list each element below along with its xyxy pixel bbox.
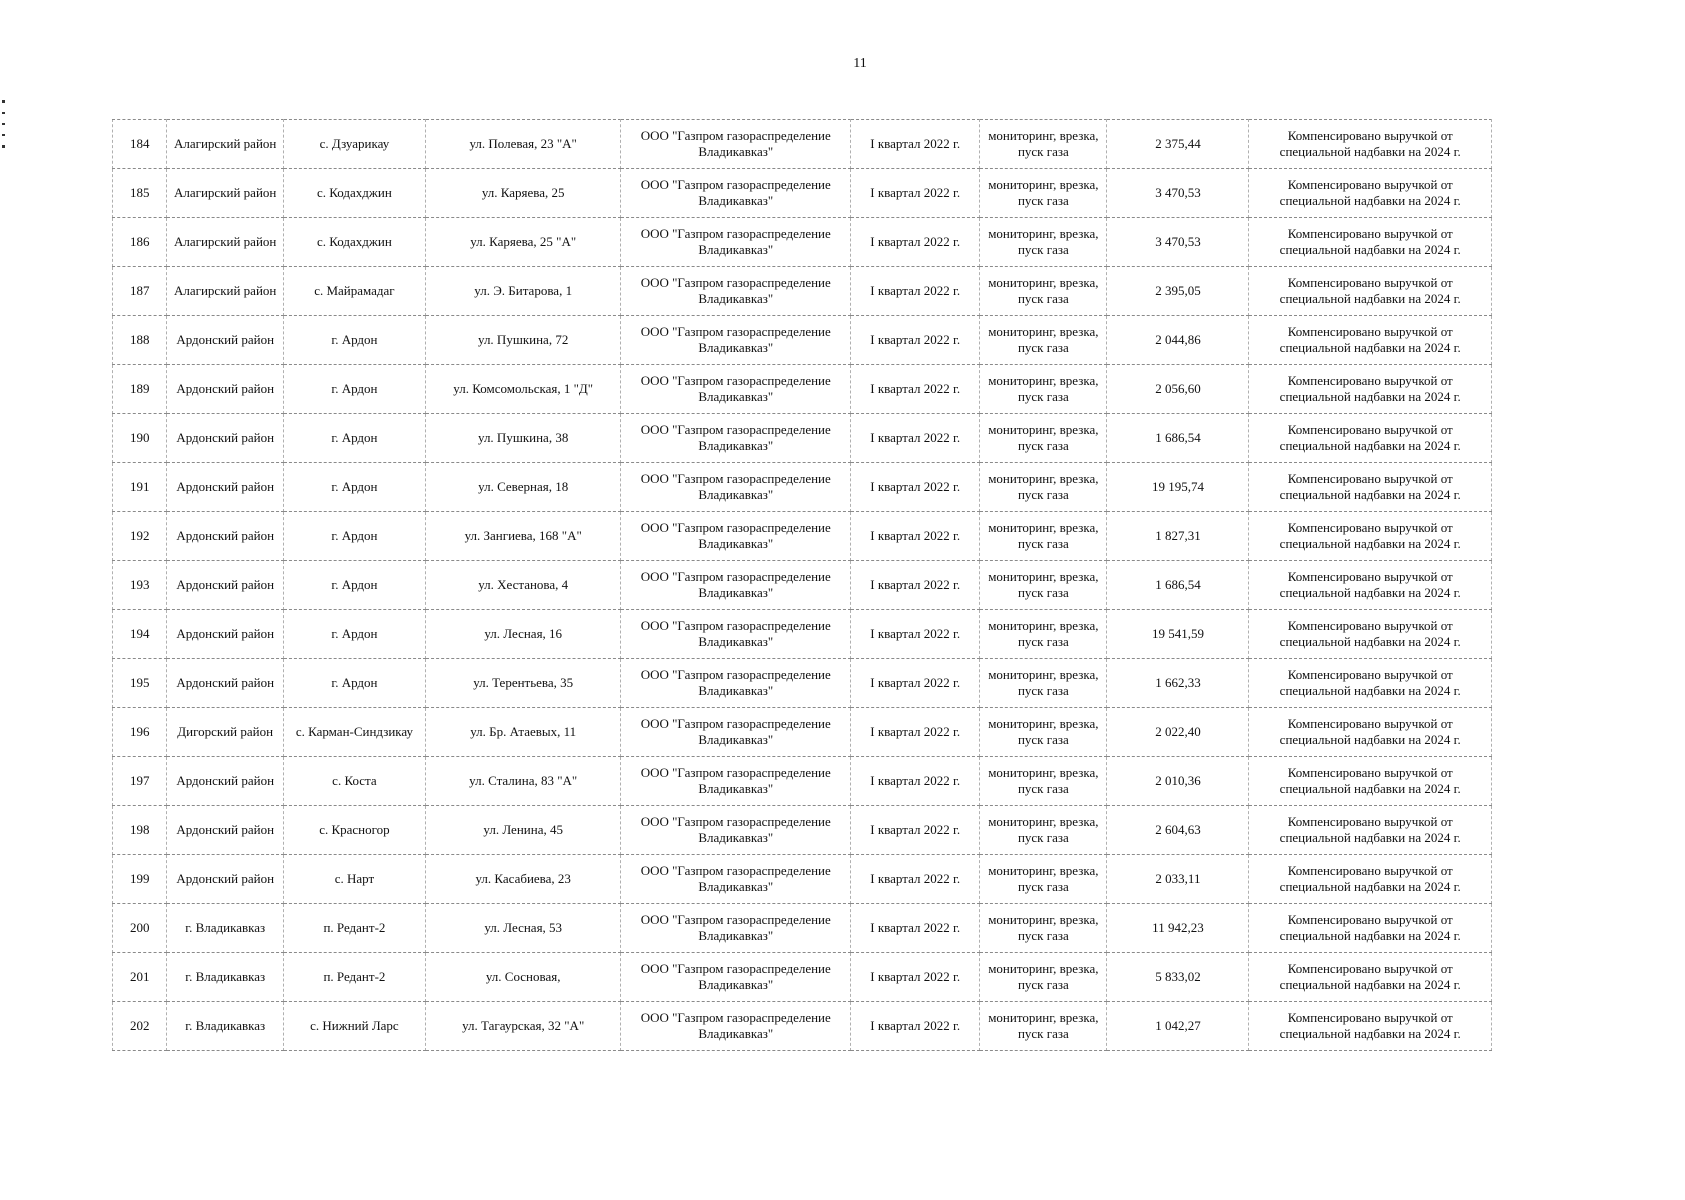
district-cell: Алагирский район	[167, 120, 283, 169]
locality-cell: г. Ардон	[283, 414, 425, 463]
organization-cell: ООО "Газпром газораспределение Владикавказ"	[621, 610, 851, 659]
address-cell: ул. Каряева, 25	[425, 169, 620, 218]
amount-cell: 11 942,23	[1107, 904, 1249, 953]
period-cell: I квартал 2022 г.	[851, 561, 980, 610]
organization-cell: ООО "Газпром газораспределение Владикавказ"	[621, 659, 851, 708]
district-cell: Ардонский район	[167, 561, 283, 610]
scan-margin-marks	[2, 100, 8, 157]
note-cell: Компенсировано выручкой от специальной надбавки на 2024 г.	[1249, 561, 1492, 610]
work-type-cell: мониторинг, врезка, пуск газа	[980, 120, 1107, 169]
row-number: 185	[113, 169, 167, 218]
district-cell: Ардонский район	[167, 414, 283, 463]
work-type-cell: мониторинг, врезка, пуск газа	[980, 1002, 1107, 1051]
row-number: 196	[113, 708, 167, 757]
amount-cell: 2 375,44	[1107, 120, 1249, 169]
table-body	[113, 120, 1492, 1051]
district-cell: Дигорский район	[167, 708, 283, 757]
note-cell: Компенсировано выручкой от специальной надбавки на 2024 г.	[1249, 659, 1492, 708]
district-cell: Ардонский район	[167, 757, 283, 806]
work-type-cell: мониторинг, врезка, пуск газа	[980, 463, 1107, 512]
organization-cell: ООО "Газпром газораспределение Владикавказ"	[621, 120, 851, 169]
address-cell: ул. Пушкина, 72	[425, 316, 620, 365]
locality-cell: г. Ардон	[283, 512, 425, 561]
work-type-cell: мониторинг, врезка, пуск газа	[980, 757, 1107, 806]
address-cell: ул. Зангиева, 168 "А"	[425, 512, 620, 561]
locality-cell: г. Ардон	[283, 659, 425, 708]
row-number: 192	[113, 512, 167, 561]
amount-cell: 2 395,05	[1107, 267, 1249, 316]
locality-cell: с. Кодахджин	[283, 169, 425, 218]
district-cell: Ардонский район	[167, 610, 283, 659]
note-cell: Компенсировано выручкой от специальной надбавки на 2024 г.	[1249, 267, 1492, 316]
district-cell: Ардонский район	[167, 512, 283, 561]
table-row	[113, 316, 1492, 365]
table-row	[113, 1002, 1492, 1051]
work-type-cell: мониторинг, врезка, пуск газа	[980, 316, 1107, 365]
note-cell: Компенсировано выручкой от специальной надбавки на 2024 г.	[1249, 953, 1492, 1002]
address-cell: ул. Э. Битарова, 1	[425, 267, 620, 316]
table-row	[113, 659, 1492, 708]
note-cell: Компенсировано выручкой от специальной надбавки на 2024 г.	[1249, 365, 1492, 414]
district-cell: Алагирский район	[167, 169, 283, 218]
address-cell: ул. Каряева, 25 "А"	[425, 218, 620, 267]
organization-cell: ООО "Газпром газораспределение Владикавказ"	[621, 561, 851, 610]
row-number: 193	[113, 561, 167, 610]
locality-cell: п. Редант-2	[283, 953, 425, 1002]
work-type-cell: мониторинг, врезка, пуск газа	[980, 267, 1107, 316]
address-cell: ул. Терентьева, 35	[425, 659, 620, 708]
period-cell: I квартал 2022 г.	[851, 512, 980, 561]
period-cell: I квартал 2022 г.	[851, 1002, 980, 1051]
table-row	[113, 218, 1492, 267]
organization-cell: ООО "Газпром газораспределение Владикавказ"	[621, 365, 851, 414]
organization-cell: ООО "Газпром газораспределение Владикавказ"	[621, 708, 851, 757]
district-cell: Ардонский район	[167, 855, 283, 904]
amount-cell: 1 686,54	[1107, 414, 1249, 463]
period-cell: I квартал 2022 г.	[851, 904, 980, 953]
period-cell: I квартал 2022 г.	[851, 659, 980, 708]
period-cell: I квартал 2022 г.	[851, 610, 980, 659]
amount-cell: 19 195,74	[1107, 463, 1249, 512]
row-number: 202	[113, 1002, 167, 1051]
table-row	[113, 806, 1492, 855]
district-cell: г. Владикавказ	[167, 904, 283, 953]
locality-cell: г. Ардон	[283, 463, 425, 512]
locality-cell: г. Ардон	[283, 610, 425, 659]
organization-cell: ООО "Газпром газораспределение Владикавказ"	[621, 267, 851, 316]
district-cell: Алагирский район	[167, 218, 283, 267]
table-row	[113, 169, 1492, 218]
table-row	[113, 512, 1492, 561]
period-cell: I квартал 2022 г.	[851, 365, 980, 414]
table-row	[113, 561, 1492, 610]
amount-cell: 2 022,40	[1107, 708, 1249, 757]
row-number: 201	[113, 953, 167, 1002]
address-cell: ул. Касабиева, 23	[425, 855, 620, 904]
work-type-cell: мониторинг, врезка, пуск газа	[980, 806, 1107, 855]
period-cell: I квартал 2022 г.	[851, 708, 980, 757]
locality-cell: г. Ардон	[283, 561, 425, 610]
amount-cell: 5 833,02	[1107, 953, 1249, 1002]
note-cell: Компенсировано выручкой от специальной надбавки на 2024 г.	[1249, 512, 1492, 561]
amount-cell: 1 827,31	[1107, 512, 1249, 561]
period-cell: I квартал 2022 г.	[851, 953, 980, 1002]
row-number: 194	[113, 610, 167, 659]
period-cell: I квартал 2022 г.	[851, 855, 980, 904]
table-row	[113, 757, 1492, 806]
locality-cell: с. Нижний Ларс	[283, 1002, 425, 1051]
locality-cell: с. Нарт	[283, 855, 425, 904]
row-number: 199	[113, 855, 167, 904]
period-cell: I квартал 2022 г.	[851, 120, 980, 169]
district-cell: Ардонский район	[167, 806, 283, 855]
district-cell: г. Владикавказ	[167, 953, 283, 1002]
work-type-cell: мониторинг, врезка, пуск газа	[980, 610, 1107, 659]
district-cell: Ардонский район	[167, 365, 283, 414]
locality-cell: с. Красногор	[283, 806, 425, 855]
organization-cell: ООО "Газпром газораспределение Владикавказ"	[621, 463, 851, 512]
locality-cell: с. Кодахджин	[283, 218, 425, 267]
table-row	[113, 904, 1492, 953]
organization-cell: ООО "Газпром газораспределение Владикавказ"	[621, 414, 851, 463]
period-cell: I квартал 2022 г.	[851, 414, 980, 463]
locality-cell: с. Коста	[283, 757, 425, 806]
row-number: 200	[113, 904, 167, 953]
table-row	[113, 267, 1492, 316]
locality-cell: с. Майрамадаг	[283, 267, 425, 316]
address-cell: ул. Лесная, 16	[425, 610, 620, 659]
period-cell: I квартал 2022 г.	[851, 757, 980, 806]
period-cell: I квартал 2022 г.	[851, 463, 980, 512]
period-cell: I квартал 2022 г.	[851, 806, 980, 855]
table-row	[113, 365, 1492, 414]
period-cell: I квартал 2022 г.	[851, 218, 980, 267]
row-number: 186	[113, 218, 167, 267]
table-row	[113, 855, 1492, 904]
district-cell: Ардонский район	[167, 659, 283, 708]
period-cell: I квартал 2022 г.	[851, 267, 980, 316]
district-cell: Ардонский район	[167, 316, 283, 365]
note-cell: Компенсировано выручкой от специальной надбавки на 2024 г.	[1249, 757, 1492, 806]
address-cell: ул. Бр. Атаевых, 11	[425, 708, 620, 757]
locality-cell: с. Дзуарикау	[283, 120, 425, 169]
address-cell: ул. Ленина, 45	[425, 806, 620, 855]
amount-cell: 19 541,59	[1107, 610, 1249, 659]
district-cell: г. Владикавказ	[167, 1002, 283, 1051]
locality-cell: г. Ардон	[283, 316, 425, 365]
work-type-cell: мониторинг, врезка, пуск газа	[980, 169, 1107, 218]
note-cell: Компенсировано выручкой от специальной надбавки на 2024 г.	[1249, 316, 1492, 365]
note-cell: Компенсировано выручкой от специальной надбавки на 2024 г.	[1249, 806, 1492, 855]
note-cell: Компенсировано выручкой от специальной надбавки на 2024 г.	[1249, 218, 1492, 267]
row-number: 187	[113, 267, 167, 316]
amount-cell: 1 662,33	[1107, 659, 1249, 708]
row-number: 190	[113, 414, 167, 463]
organization-cell: ООО "Газпром газораспределение Владикавказ"	[621, 512, 851, 561]
amount-cell: 1 686,54	[1107, 561, 1249, 610]
organization-cell: ООО "Газпром газораспределение Владикавказ"	[621, 757, 851, 806]
work-type-cell: мониторинг, врезка, пуск газа	[980, 904, 1107, 953]
gas-connection-table	[112, 119, 1492, 1051]
table-row	[113, 610, 1492, 659]
address-cell: ул. Лесная, 53	[425, 904, 620, 953]
amount-cell: 2 044,86	[1107, 316, 1249, 365]
locality-cell: с. Карман-Синдзикау	[283, 708, 425, 757]
organization-cell: ООО "Газпром газораспределение Владикавказ"	[621, 316, 851, 365]
address-cell: ул. Хестанова, 4	[425, 561, 620, 610]
amount-cell: 3 470,53	[1107, 218, 1249, 267]
amount-cell: 2 056,60	[1107, 365, 1249, 414]
work-type-cell: мониторинг, врезка, пуск газа	[980, 659, 1107, 708]
organization-cell: ООО "Газпром газораспределение Владикавказ"	[621, 1002, 851, 1051]
note-cell: Компенсировано выручкой от специальной надбавки на 2024 г.	[1249, 1002, 1492, 1051]
note-cell: Компенсировано выручкой от специальной надбавки на 2024 г.	[1249, 169, 1492, 218]
organization-cell: ООО "Газпром газораспределение Владикавказ"	[621, 806, 851, 855]
work-type-cell: мониторинг, врезка, пуск газа	[980, 218, 1107, 267]
organization-cell: ООО "Газпром газораспределение Владикавказ"	[621, 904, 851, 953]
row-number: 191	[113, 463, 167, 512]
work-type-cell: мониторинг, врезка, пуск газа	[980, 561, 1107, 610]
note-cell: Компенсировано выручкой от специальной надбавки на 2024 г.	[1249, 904, 1492, 953]
work-type-cell: мониторинг, врезка, пуск газа	[980, 953, 1107, 1002]
organization-cell: ООО "Газпром газораспределение Владикавказ"	[621, 218, 851, 267]
period-cell: I квартал 2022 г.	[851, 169, 980, 218]
amount-cell: 2 010,36	[1107, 757, 1249, 806]
organization-cell: ООО "Газпром газораспределение Владикавказ"	[621, 169, 851, 218]
work-type-cell: мониторинг, врезка, пуск газа	[980, 708, 1107, 757]
period-cell: I квартал 2022 г.	[851, 316, 980, 365]
amount-cell: 3 470,53	[1107, 169, 1249, 218]
work-type-cell: мониторинг, врезка, пуск газа	[980, 855, 1107, 904]
row-number: 198	[113, 806, 167, 855]
work-type-cell: мониторинг, врезка, пуск газа	[980, 414, 1107, 463]
amount-cell: 2 033,11	[1107, 855, 1249, 904]
amount-cell: 2 604,63	[1107, 806, 1249, 855]
page-number: 11	[853, 56, 867, 71]
address-cell: ул. Сталина, 83 "А"	[425, 757, 620, 806]
address-cell: ул. Пушкина, 38	[425, 414, 620, 463]
note-cell: Компенсировано выручкой от специальной надбавки на 2024 г.	[1249, 855, 1492, 904]
work-type-cell: мониторинг, врезка, пуск газа	[980, 512, 1107, 561]
amount-cell: 1 042,27	[1107, 1002, 1249, 1051]
address-cell: ул. Тагаурская, 32 "А"	[425, 1002, 620, 1051]
address-cell: ул. Северная, 18	[425, 463, 620, 512]
address-cell: ул. Сосновая,	[425, 953, 620, 1002]
note-cell: Компенсировано выручкой от специальной надбавки на 2024 г.	[1249, 610, 1492, 659]
organization-cell: ООО "Газпром газораспределение Владикавказ"	[621, 855, 851, 904]
district-cell: Ардонский район	[167, 463, 283, 512]
note-cell: Компенсировано выручкой от специальной надбавки на 2024 г.	[1249, 463, 1492, 512]
district-cell: Алагирский район	[167, 267, 283, 316]
note-cell: Компенсировано выручкой от специальной надбавки на 2024 г.	[1249, 120, 1492, 169]
address-cell: ул. Комсомольская, 1 "Д"	[425, 365, 620, 414]
note-cell: Компенсировано выручкой от специальной надбавки на 2024 г.	[1249, 708, 1492, 757]
table-row	[113, 953, 1492, 1002]
row-number: 184	[113, 120, 167, 169]
table-row	[113, 120, 1492, 169]
work-type-cell: мониторинг, врезка, пуск газа	[980, 365, 1107, 414]
locality-cell: п. Редант-2	[283, 904, 425, 953]
table-row	[113, 463, 1492, 512]
row-number: 188	[113, 316, 167, 365]
table-row	[113, 414, 1492, 463]
note-cell: Компенсировано выручкой от специальной надбавки на 2024 г.	[1249, 414, 1492, 463]
row-number: 195	[113, 659, 167, 708]
table-row	[113, 708, 1492, 757]
locality-cell: г. Ардон	[283, 365, 425, 414]
row-number: 189	[113, 365, 167, 414]
organization-cell: ООО "Газпром газораспределение Владикавказ"	[621, 953, 851, 1002]
address-cell: ул. Полевая, 23 "А"	[425, 120, 620, 169]
row-number: 197	[113, 757, 167, 806]
